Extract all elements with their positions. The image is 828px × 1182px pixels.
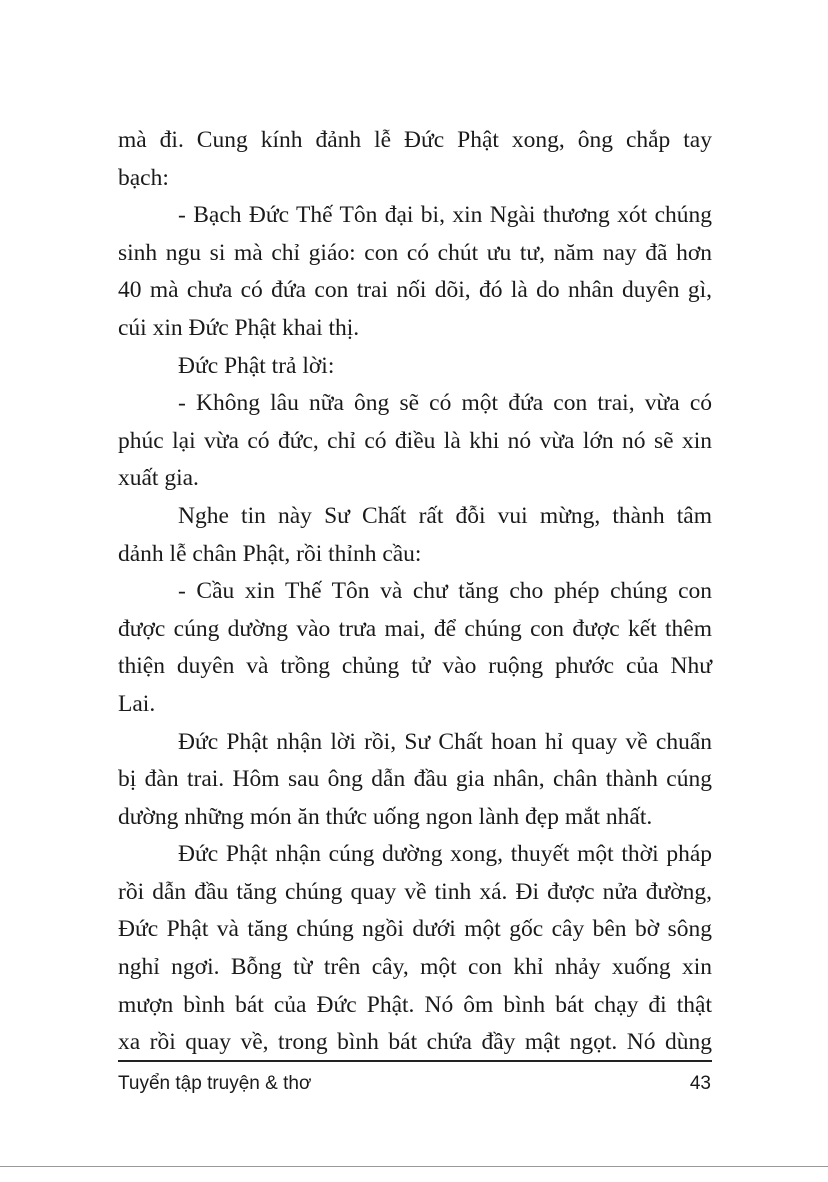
text-line: mượn bình bát của Đức Phật. Nó ôm bình bát chạy đi thật [118, 991, 712, 1018]
text-line: - Bạch Đức Thế Tôn đại bi, xin Ngài thương xót chúng [178, 202, 712, 229]
text-line: xa rồi quay về, trong bình bát chứa đầy mật ngọt. Nó dùng [118, 1029, 712, 1056]
text-line: dường những món ăn thức uống ngon lành đẹp mắt nhất. [118, 803, 653, 830]
text-line: - Không lâu nữa ông sẽ có một đứa con trai, vừa có [178, 390, 712, 417]
text-line: xuất gia. [118, 465, 199, 492]
text-line: nghỉ ngơi. Bỗng từ trên cây, một con khỉ nhảy xuống xin [118, 954, 712, 981]
text-line: cúi xin Đức Phật khai thị. [118, 314, 360, 341]
text-line: Đức Phật trả lời: [178, 352, 335, 379]
text-line: mà đi. Cung kính đảnh lễ Đức Phật xong, ông chắp tay [118, 127, 712, 153]
text-line: Đức Phật và tăng chúng ngồi dưới một gốc cây bên bờ sông [118, 916, 712, 943]
page-number: 43 [689, 1073, 711, 1094]
text-line: phúc lại vừa có đức, chỉ có điều là khi nó vừa lớn nó sẽ xin [118, 427, 712, 454]
text-line: Lai. [118, 690, 156, 717]
text-line: rồi dẫn đầu tăng chúng quay về tinh xá. Đi được nửa đường, [118, 878, 712, 905]
footer-book-title: Tuyển tập truyện & thơ [118, 1073, 312, 1094]
text-line: bị đàn trai. Hôm sau ông dẫn đầu gia nhân, chân thành cúng [118, 766, 712, 793]
footer-divider [118, 1060, 712, 1062]
text-line: Nghe tin này Sư Chất rất đỗi vui mừng, thành tâm [178, 502, 712, 529]
text-line: sinh ngu si mà chỉ giáo: con có chút ưu tư, năm nay đã hơn [118, 239, 712, 266]
text-line: 40 mà chưa có đứa con trai nối dõi, đó là do nhân duyên gì, [118, 277, 712, 304]
text-line: thiện duyên và trồng chủng tử vào ruộng phước của Như [118, 653, 712, 680]
page-edge-line [0, 1166, 828, 1167]
text-line: Đức Phật nhận cúng dường xong, thuyết một thời pháp [178, 841, 712, 868]
text-line: - Cầu xin Thế Tôn và chư tăng cho phép chúng con [178, 578, 712, 605]
body-text [118, 122, 712, 1062]
text-line: được cúng dường vào trưa mai, để chúng con được kết thêm [118, 615, 712, 642]
text-line: Đức Phật nhận lời rồi, Sư Chất hoan hỉ quay về chuẩn [178, 728, 712, 755]
text-line: bạch: [118, 164, 169, 191]
text-line: dảnh lễ chân Phật, rồi thỉnh cầu: [118, 540, 422, 567]
